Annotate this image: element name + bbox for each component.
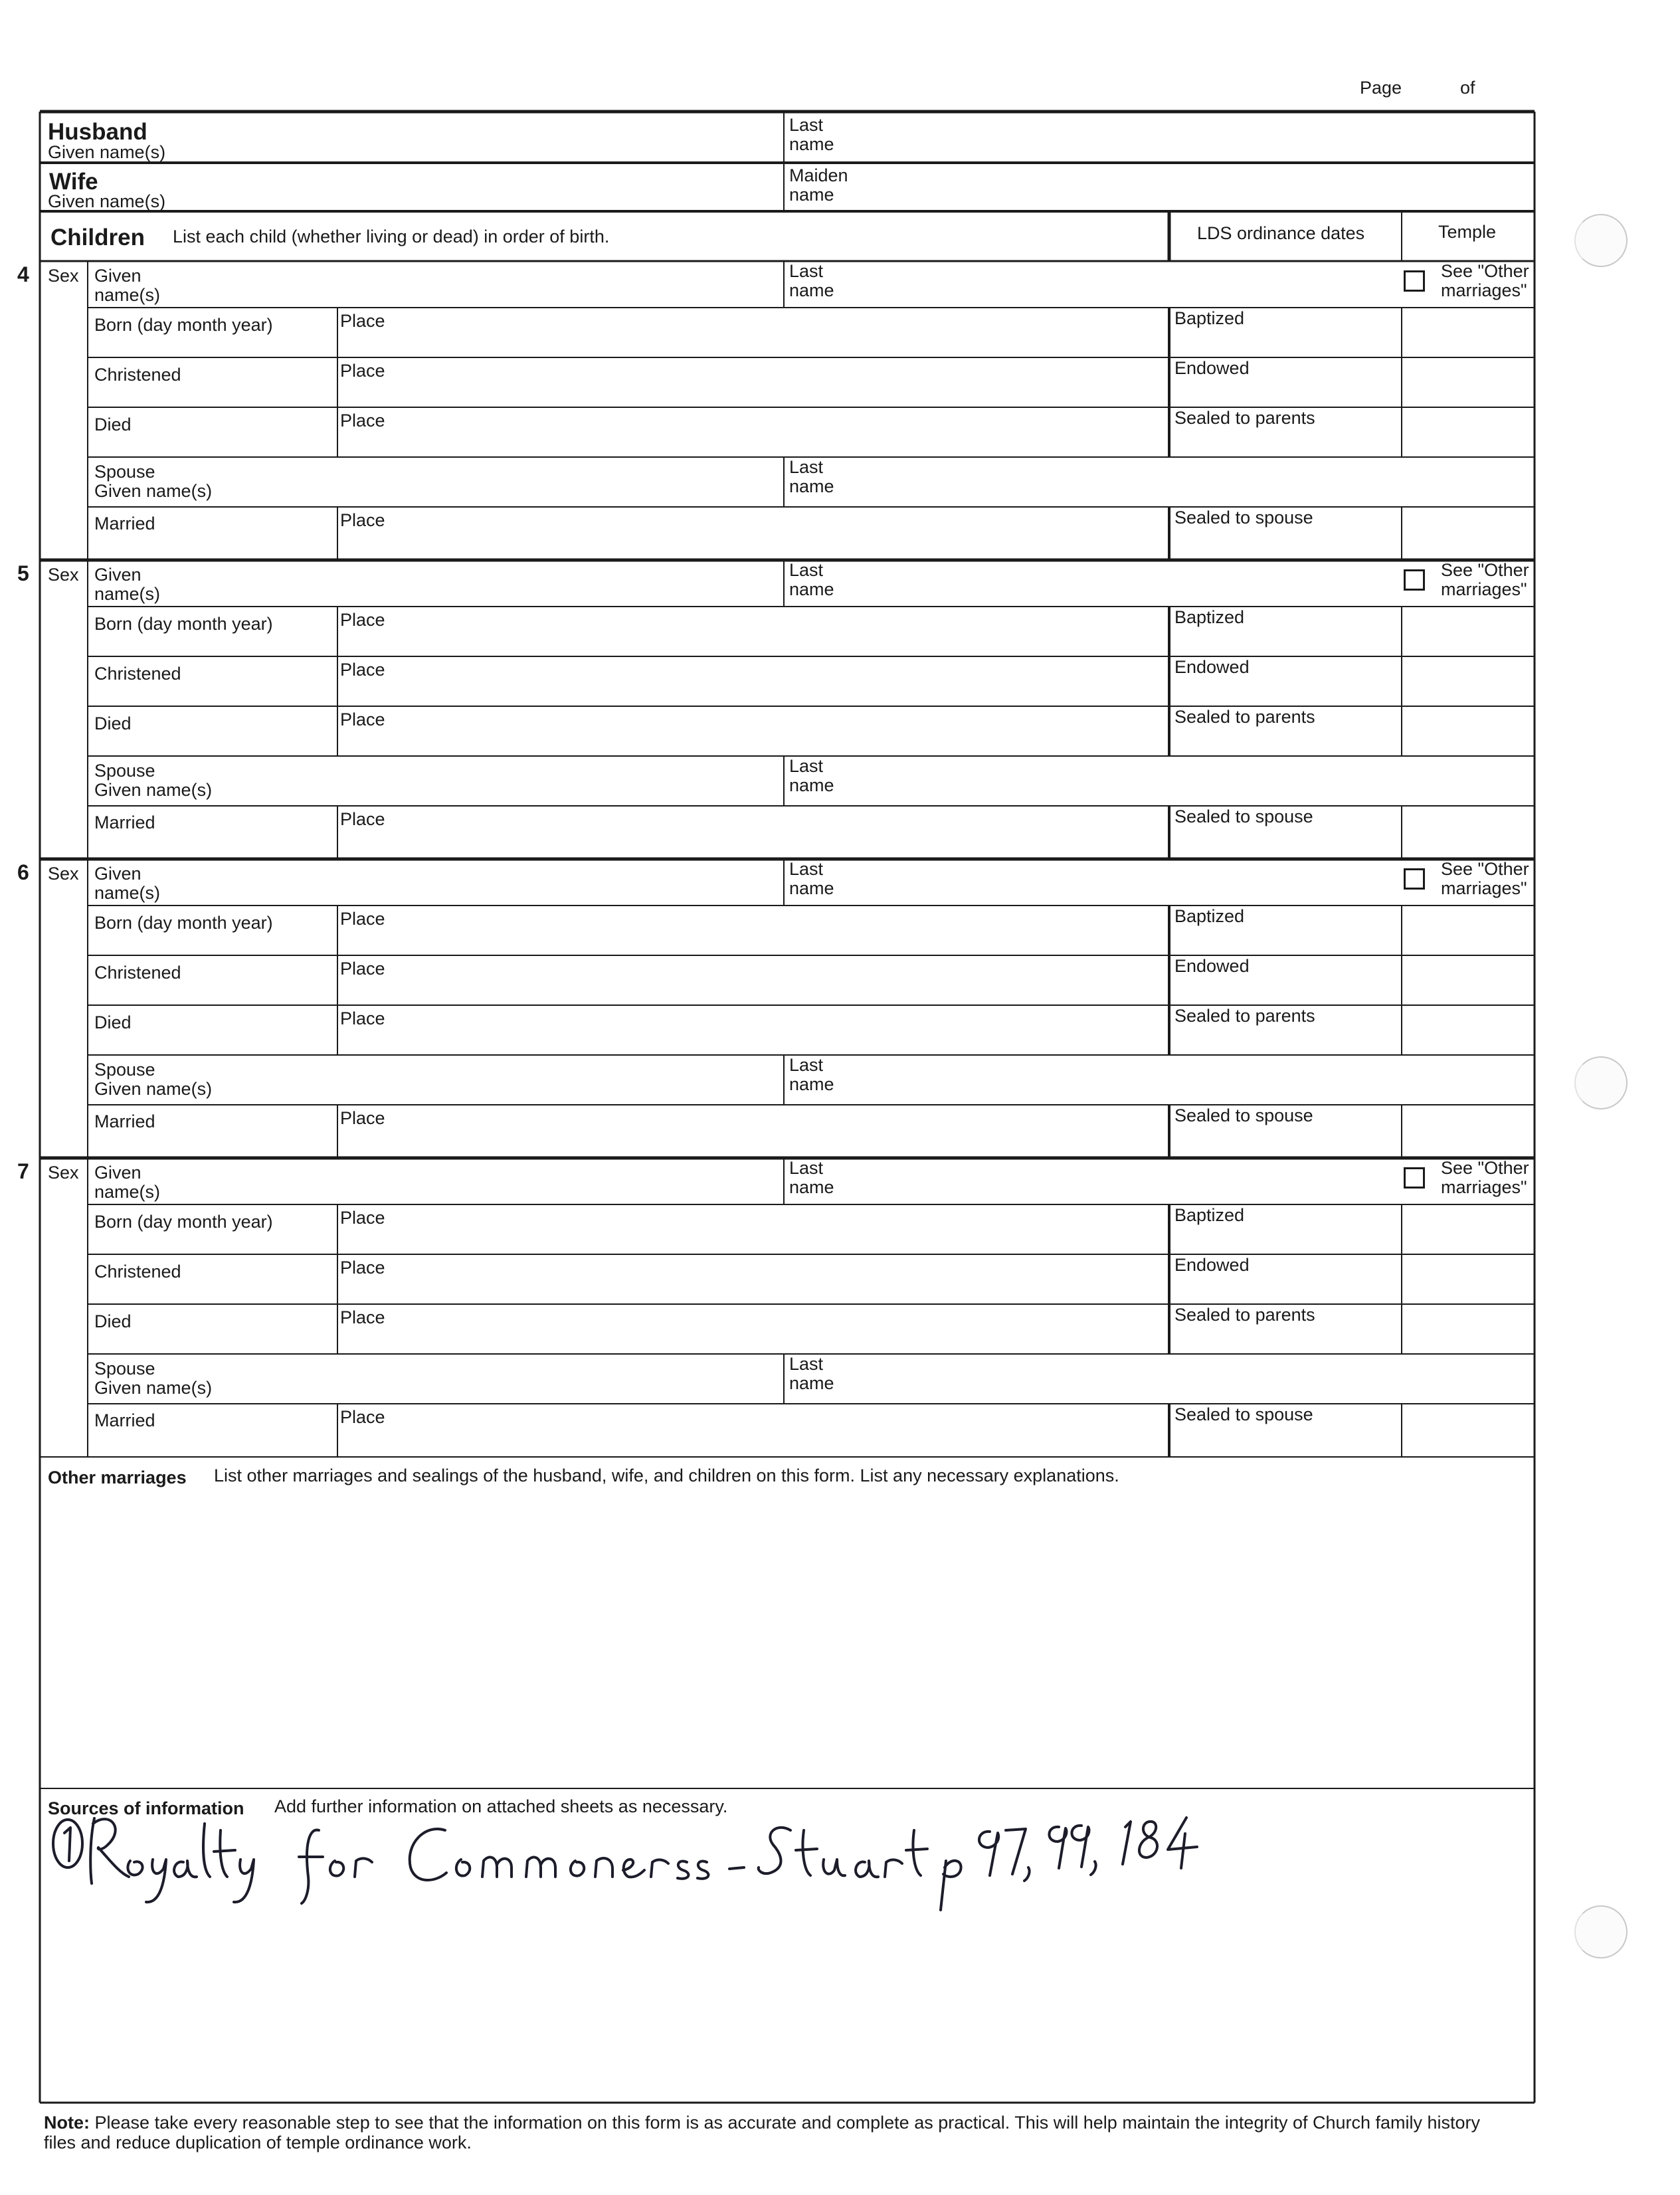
wife-maiden-label-1: Maiden <box>789 165 848 185</box>
see-other-label-2: marriages" <box>1441 280 1527 300</box>
sources-instruction: Add further information on attached sheets as necessary. <box>274 1796 728 1816</box>
married-place-label: Place <box>340 809 385 829</box>
endowed-label: Endowed <box>1174 956 1250 976</box>
sealed-spouse-label: Sealed to spouse <box>1174 807 1313 826</box>
christened-place-label: Place <box>340 361 385 381</box>
christened-label: Christened <box>94 963 181 983</box>
spouse-label-1: Spouse <box>94 462 155 482</box>
given-label-2: name(s) <box>94 1182 161 1202</box>
born-label: Born (day month year) <box>94 315 273 335</box>
spouse-label-1: Spouse <box>94 1060 155 1080</box>
died-label: Died <box>94 1012 132 1032</box>
sex-label: Sex <box>48 266 79 286</box>
last-label-2: name <box>789 878 834 898</box>
page-label: Page <box>1360 78 1402 98</box>
last-label-2: name <box>789 1177 834 1197</box>
other-marriages-checkbox[interactable] <box>1404 569 1425 591</box>
endowed-label: Endowed <box>1174 657 1250 677</box>
wife-maiden-label-2: name <box>789 185 834 205</box>
handwritten-source-pages <box>1044 1808 1204 1881</box>
given-label-1: Given <box>94 864 141 884</box>
endowed-label: Endowed <box>1174 358 1250 378</box>
christened-place-label: Place <box>340 1258 385 1278</box>
child-block <box>0 261 1680 561</box>
children-instruction: List each child (whether living or dead) in order of birth. <box>173 227 610 246</box>
other-marriages-checkbox[interactable] <box>1404 270 1425 292</box>
sealed-spouse-label: Sealed to spouse <box>1174 1105 1313 1125</box>
see-other-label-1: See "Other <box>1441 261 1529 281</box>
lds-ordinance-label: LDS ordinance dates <box>1197 223 1365 243</box>
christened-label: Christened <box>94 1262 181 1282</box>
died-label: Died <box>94 714 132 733</box>
husband-last-label-1: Last <box>789 115 824 135</box>
child-block <box>0 1158 1680 1458</box>
born-place-label: Place <box>340 311 385 331</box>
born-label: Born (day month year) <box>94 913 273 933</box>
died-place-label: Place <box>340 1008 385 1028</box>
sealed-spouse-label: Sealed to spouse <box>1174 1404 1313 1424</box>
born-place-label: Place <box>340 610 385 630</box>
baptized-label: Baptized <box>1174 308 1245 328</box>
married-label: Married <box>94 514 155 533</box>
child-block <box>0 560 1680 860</box>
husband-given-label: Given name(s) <box>48 142 166 162</box>
note-text <box>44 2113 1505 2152</box>
endowed-label: Endowed <box>1174 1255 1250 1275</box>
sealed-spouse-label: Sealed to spouse <box>1174 508 1313 527</box>
christened-label: Christened <box>94 664 181 684</box>
christened-place-label: Place <box>340 959 385 979</box>
child-number: 5 <box>17 561 29 585</box>
baptized-label: Baptized <box>1174 607 1245 627</box>
last-label-1: Last <box>789 261 824 281</box>
see-other-label-1: See "Other <box>1441 859 1529 879</box>
note-body: Please take every reasonable step to see that the information on this form is as accurate and complete as practical. This will help maintain the integrity of Church family history files and reduce duplication of temple ordinance work. <box>44 2113 1481 2152</box>
baptized-label: Baptized <box>1174 1205 1245 1225</box>
given-label-2: name(s) <box>94 285 161 305</box>
temple-label: Temple <box>1438 222 1497 242</box>
given-label-1: Given <box>94 266 141 286</box>
child-number: 7 <box>17 1159 29 1183</box>
children-title: Children <box>50 225 145 250</box>
sex-label: Sex <box>48 565 79 585</box>
husband-last-field[interactable] <box>850 114 1528 158</box>
binder-hole-icon <box>1574 1056 1628 1109</box>
binder-hole-icon <box>1574 1905 1628 1958</box>
married-place-label: Place <box>340 1108 385 1128</box>
note-label: Note: <box>44 2113 90 2133</box>
spouse-label-2: Given name(s) <box>94 481 213 501</box>
spouse-last-label-2: name <box>789 775 834 795</box>
given-label-2: name(s) <box>94 883 161 903</box>
died-place-label: Place <box>340 1307 385 1327</box>
born-label: Born (day month year) <box>94 614 273 634</box>
born-place-label: Place <box>340 1208 385 1228</box>
other-marriages-field[interactable] <box>41 1495 1533 1787</box>
last-label-2: name <box>789 579 834 599</box>
died-label: Died <box>94 415 132 434</box>
binder-hole-icon <box>1574 214 1628 267</box>
husband-given-field[interactable] <box>206 114 777 158</box>
other-marriages-checkbox[interactable] <box>1404 1167 1425 1189</box>
sealed-parents-label: Sealed to parents <box>1174 408 1315 428</box>
sources-title: Sources of information <box>48 1798 244 1818</box>
died-place-label: Place <box>340 710 385 729</box>
other-marriages-checkbox[interactable] <box>1404 868 1425 890</box>
see-other-label-2: marriages" <box>1441 1177 1527 1197</box>
see-other-label-2: marriages" <box>1441 878 1527 898</box>
see-other-label-1: See "Other <box>1441 560 1529 580</box>
spouse-last-label-2: name <box>789 476 834 496</box>
spouse-last-label-1: Last <box>789 1354 824 1374</box>
given-label-2: name(s) <box>94 584 161 604</box>
baptized-label: Baptized <box>1174 906 1245 926</box>
married-place-label: Place <box>340 510 385 530</box>
last-label-1: Last <box>789 859 824 879</box>
spouse-label-2: Given name(s) <box>94 1378 213 1398</box>
last-label-2: name <box>789 280 834 300</box>
last-label-1: Last <box>789 1158 824 1178</box>
married-label: Married <box>94 1410 155 1430</box>
husband-title: Husband <box>48 119 147 145</box>
spouse-label-2: Given name(s) <box>94 1079 213 1099</box>
last-label-1: Last <box>789 560 824 580</box>
see-other-label-1: See "Other <box>1441 1158 1529 1178</box>
other-marriages-instruction: List other marriages and sealings of the husband, wife, and children on this form. List any necessary explanations. <box>214 1466 1119 1485</box>
sealed-parents-label: Sealed to parents <box>1174 1305 1315 1325</box>
wife-given-label: Given name(s) <box>48 191 166 211</box>
spouse-last-label-2: name <box>789 1074 834 1094</box>
child-block <box>0 859 1680 1159</box>
spouse-label-2: Given name(s) <box>94 780 213 800</box>
other-marriages-title: Other marriages <box>48 1468 187 1487</box>
wife-maiden-field[interactable] <box>870 165 1528 209</box>
spouse-last-label-2: name <box>789 1373 834 1393</box>
married-label: Married <box>94 812 155 832</box>
christened-place-label: Place <box>340 660 385 680</box>
spouse-last-label-1: Last <box>789 457 824 477</box>
spouse-last-label-1: Last <box>789 1055 824 1075</box>
husband-last-label-2: name <box>789 134 834 154</box>
wife-given-field[interactable] <box>206 165 777 209</box>
of-label: of <box>1460 78 1475 98</box>
spouse-label-1: Spouse <box>94 1359 155 1379</box>
sex-label: Sex <box>48 864 79 884</box>
child-number: 6 <box>17 860 29 884</box>
sex-label: Sex <box>48 1163 79 1183</box>
sealed-parents-label: Sealed to parents <box>1174 1006 1315 1026</box>
married-label: Married <box>94 1111 155 1131</box>
child-number: 4 <box>17 262 29 286</box>
died-label: Died <box>94 1311 132 1331</box>
handwritten-source-entry <box>47 1804 1083 1917</box>
see-other-label-2: marriages" <box>1441 579 1527 599</box>
born-place-label: Place <box>340 909 385 929</box>
spouse-last-label-1: Last <box>789 756 824 776</box>
wife-title: Wife <box>49 169 98 195</box>
sealed-parents-label: Sealed to parents <box>1174 707 1315 727</box>
christened-label: Christened <box>94 365 181 385</box>
born-label: Born (day month year) <box>94 1212 273 1232</box>
spouse-label-1: Spouse <box>94 761 155 781</box>
given-label-1: Given <box>94 1163 141 1183</box>
married-place-label: Place <box>340 1407 385 1427</box>
died-place-label: Place <box>340 411 385 430</box>
given-label-1: Given <box>94 565 141 585</box>
